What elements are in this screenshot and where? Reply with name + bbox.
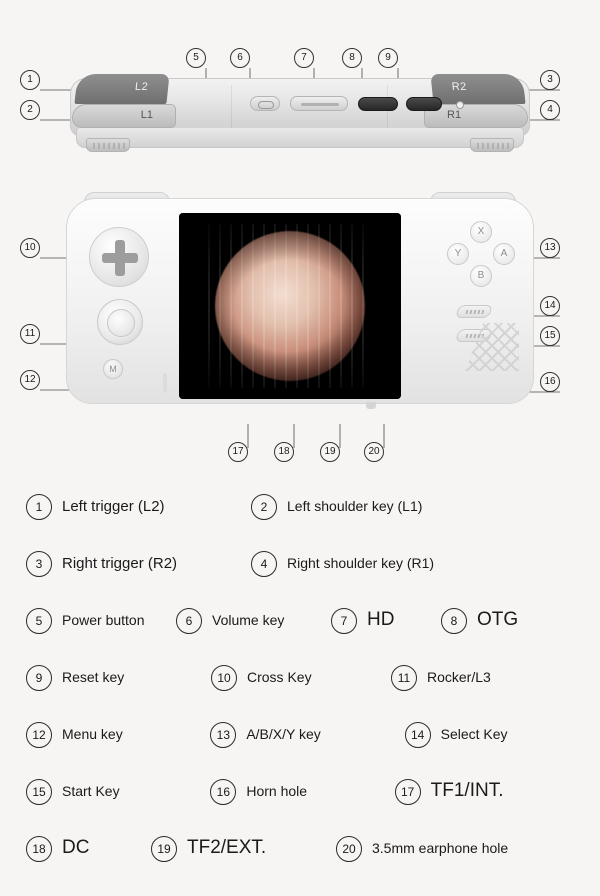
screen-vignette (179, 213, 401, 399)
legend-row (26, 592, 574, 649)
legend-label-10: Cross Key (247, 669, 312, 686)
legend-bubble-4: 4 (251, 551, 277, 577)
legend-item-15 (26, 779, 210, 805)
abxy-button-cluster (443, 221, 519, 297)
right-trigger-label: R2 (451, 81, 468, 93)
legend-label-8: OTG (477, 609, 519, 631)
legend-item-5 (26, 608, 176, 634)
callout-bubble-17: 17 (228, 442, 248, 462)
volume-key (290, 96, 348, 111)
legend-bubble-6: 6 (176, 608, 202, 634)
legend-label-9: Reset key (62, 669, 125, 686)
callout-bubble-19: 19 (320, 442, 340, 462)
callout-bubble-4: 4 (540, 100, 560, 120)
legend-label-6: Volume key (212, 612, 285, 629)
legend-bubble-17: 17 (395, 779, 421, 805)
legend-bubble-13: 13 (210, 722, 236, 748)
callout-bubble-1: 1 (20, 70, 40, 90)
legend-bubble-10: 10 (211, 665, 237, 691)
cross-key-dpad (89, 227, 149, 287)
legend-item-11 (391, 665, 571, 691)
legend-bubble-15: 15 (26, 779, 52, 805)
callout-bubble-6: 6 (230, 48, 250, 68)
device-top-edge-view (62, 72, 538, 156)
legend-bubble-9: 9 (26, 665, 52, 691)
legend-item-8 (441, 608, 561, 634)
legend-bubble-2: 2 (251, 494, 277, 520)
legend-item-19 (151, 836, 336, 862)
legend-label-17: TF1/INT. (430, 780, 504, 802)
left-grip-edge (86, 138, 130, 152)
legend-bubble-18: 18 (26, 836, 52, 862)
callout-bubble-14: 14 (540, 296, 560, 316)
callout-bubble-18: 18 (274, 442, 294, 462)
legend-bubble-7: 7 (331, 608, 357, 634)
legend-row (26, 535, 574, 592)
legend-label-1: Left trigger (L2) (62, 497, 165, 515)
legend-label-5: Power button (62, 612, 145, 629)
legend-bubble-8: 8 (441, 608, 467, 634)
front-shell (66, 198, 534, 404)
legend-bubble-20: 20 (336, 836, 362, 862)
callout-bubble-11: 11 (20, 324, 40, 344)
legend-item-10 (211, 665, 391, 691)
legend-label-20: 3.5mm earphone hole (372, 840, 509, 857)
right-shoulder-label: R1 (447, 109, 462, 121)
legend-label-19: TF2/EXT. (187, 837, 267, 859)
callout-bubble-20: 20 (364, 442, 384, 462)
otg-port (406, 97, 442, 111)
legend-label-7: HD (367, 609, 395, 631)
left-shoulder-l1 (72, 104, 176, 128)
legend-item-9 (26, 665, 211, 691)
display-screen (179, 213, 401, 399)
legend-label-15: Start Key (62, 783, 120, 800)
legend-item-16 (210, 779, 394, 805)
a-button: A (493, 243, 515, 265)
legend-row (26, 706, 574, 763)
callout-bubble-7: 7 (294, 48, 314, 68)
legend-label-18: DC (62, 837, 90, 859)
callout-bubble-15: 15 (540, 326, 560, 346)
menu-key: M (103, 359, 123, 379)
y-button: Y (447, 243, 469, 265)
left-trigger-l2 (74, 74, 169, 104)
legend-item-2 (251, 494, 551, 520)
legend-row (26, 820, 574, 877)
legend-bubble-19: 19 (151, 836, 177, 862)
callout-bubble-2: 2 (20, 100, 40, 120)
rocker-l3-stick (97, 299, 143, 345)
legend-item-13 (210, 722, 404, 748)
callout-bubble-16: 16 (540, 372, 560, 392)
legend-bubble-3: 3 (26, 551, 52, 577)
callout-bubble-9: 9 (378, 48, 398, 68)
legend-item-7 (331, 608, 441, 634)
legend-item-18 (26, 836, 151, 862)
legend-label-2: Left shoulder key (L1) (287, 498, 423, 515)
legend-list (0, 470, 600, 896)
legend-label-12: Menu key (62, 726, 123, 743)
legend-row (26, 763, 574, 820)
device-front-view (66, 198, 534, 424)
speaker-slit (163, 373, 167, 393)
legend-item-12 (26, 722, 210, 748)
legend-label-4: Right shoulder key (R1) (287, 555, 435, 572)
hd-port (358, 97, 398, 111)
legend-bubble-16: 16 (210, 779, 236, 805)
legend-row (26, 649, 574, 706)
legend-bubble-5: 5 (26, 608, 52, 634)
legend-item-1 (26, 494, 251, 520)
x-button: X (470, 221, 492, 243)
callout-bubble-3: 3 (540, 70, 560, 90)
legend-label-13: A/B/X/Y key (246, 726, 321, 743)
legend-item-14 (405, 722, 574, 748)
legend-bubble-14: 14 (405, 722, 431, 748)
callout-bubble-10: 10 (20, 238, 40, 258)
legend-bubble-11: 11 (391, 665, 417, 691)
legend-item-6 (176, 608, 331, 634)
callout-bubble-13: 13 (540, 238, 560, 258)
left-shoulder-label: L1 (140, 109, 153, 121)
select-key (455, 305, 493, 318)
legend-bubble-1: 1 (26, 494, 52, 520)
legend-item-4 (251, 551, 551, 577)
legend-item-20 (336, 836, 566, 862)
top-shell-lip (76, 128, 524, 148)
reset-key-hole (456, 101, 464, 109)
right-grip-edge (470, 138, 514, 152)
left-trigger-label: L2 (134, 81, 149, 93)
legend-item-3 (26, 551, 251, 577)
b-button: B (470, 265, 492, 287)
bottom-port-nub (366, 402, 376, 409)
power-button (250, 96, 280, 111)
callout-bubble-5: 5 (186, 48, 206, 68)
callout-bubble-12: 12 (20, 370, 40, 390)
legend-label-3: Right trigger (R2) (62, 554, 178, 572)
legend-row (26, 478, 574, 535)
legend-label-16: Horn hole (246, 783, 308, 800)
legend-bubble-12: 12 (26, 722, 52, 748)
right-trigger-r2 (430, 74, 525, 104)
legend-item-17 (395, 779, 574, 805)
legend-label-11: Rocker/L3 (427, 669, 491, 686)
callout-bubble-8: 8 (342, 48, 362, 68)
legend-label-14: Select Key (440, 726, 508, 743)
